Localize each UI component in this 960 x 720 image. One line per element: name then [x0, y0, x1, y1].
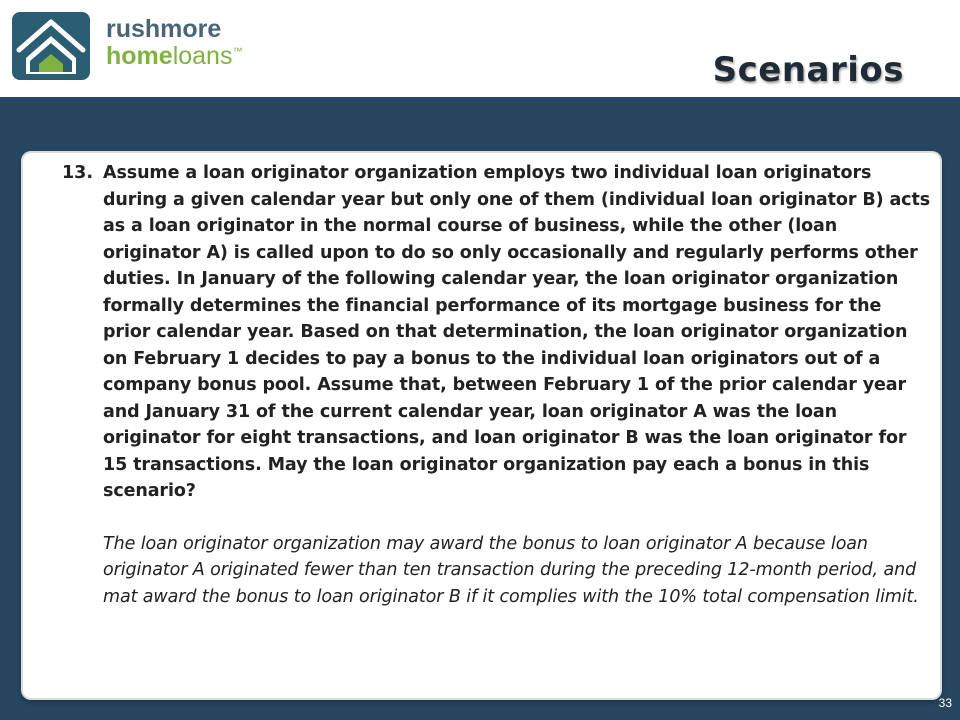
scenario-block: [62, 160, 934, 610]
slide-title: Scenarios: [712, 50, 904, 90]
logo-text-rushmore: rushmore: [106, 15, 222, 43]
scenario-number: 13.: [62, 163, 94, 183]
header: [0, 0, 960, 97]
house-logo-icon: [12, 12, 90, 80]
logo-text-homeloans: homeloans™: [106, 42, 243, 70]
scenario-question: Assume a loan originator organization employs two individual loan originators during a given calendar year but only one of them (individual loan originator B) acts as a loan originator in the normal course of business, while the other (loan originator A) is called upon to do so only occasionally and regularly performs other duties. In January of the following calendar year, the loan originator organization formally determines the financial performance of its mortgage business for the prior calendar year. Based on that determination, the loan originator organization on February 1 decides to pay a bonus to the individual loan originators out of a company bonus pool. Assume that, between February 1 of the prior calendar year and January 31 of the current calendar year, loan originator A was the loan originator for eight transactions, and loan originator B was the loan originator for 15 transactions. May the loan originator organization pay each a bonus in this scenario?: [103, 163, 931, 501]
company-logo: [106, 17, 242, 69]
scenario-answer: The loan originator organization may award the bonus to loan originator A because loan originator A originated fewer than ten transaction during the preceding 12-month period, and mat award the bonus to loan originator B if it complies with the 10% total compensation limit.: [103, 533, 919, 607]
page-number: 33: [938, 696, 952, 710]
